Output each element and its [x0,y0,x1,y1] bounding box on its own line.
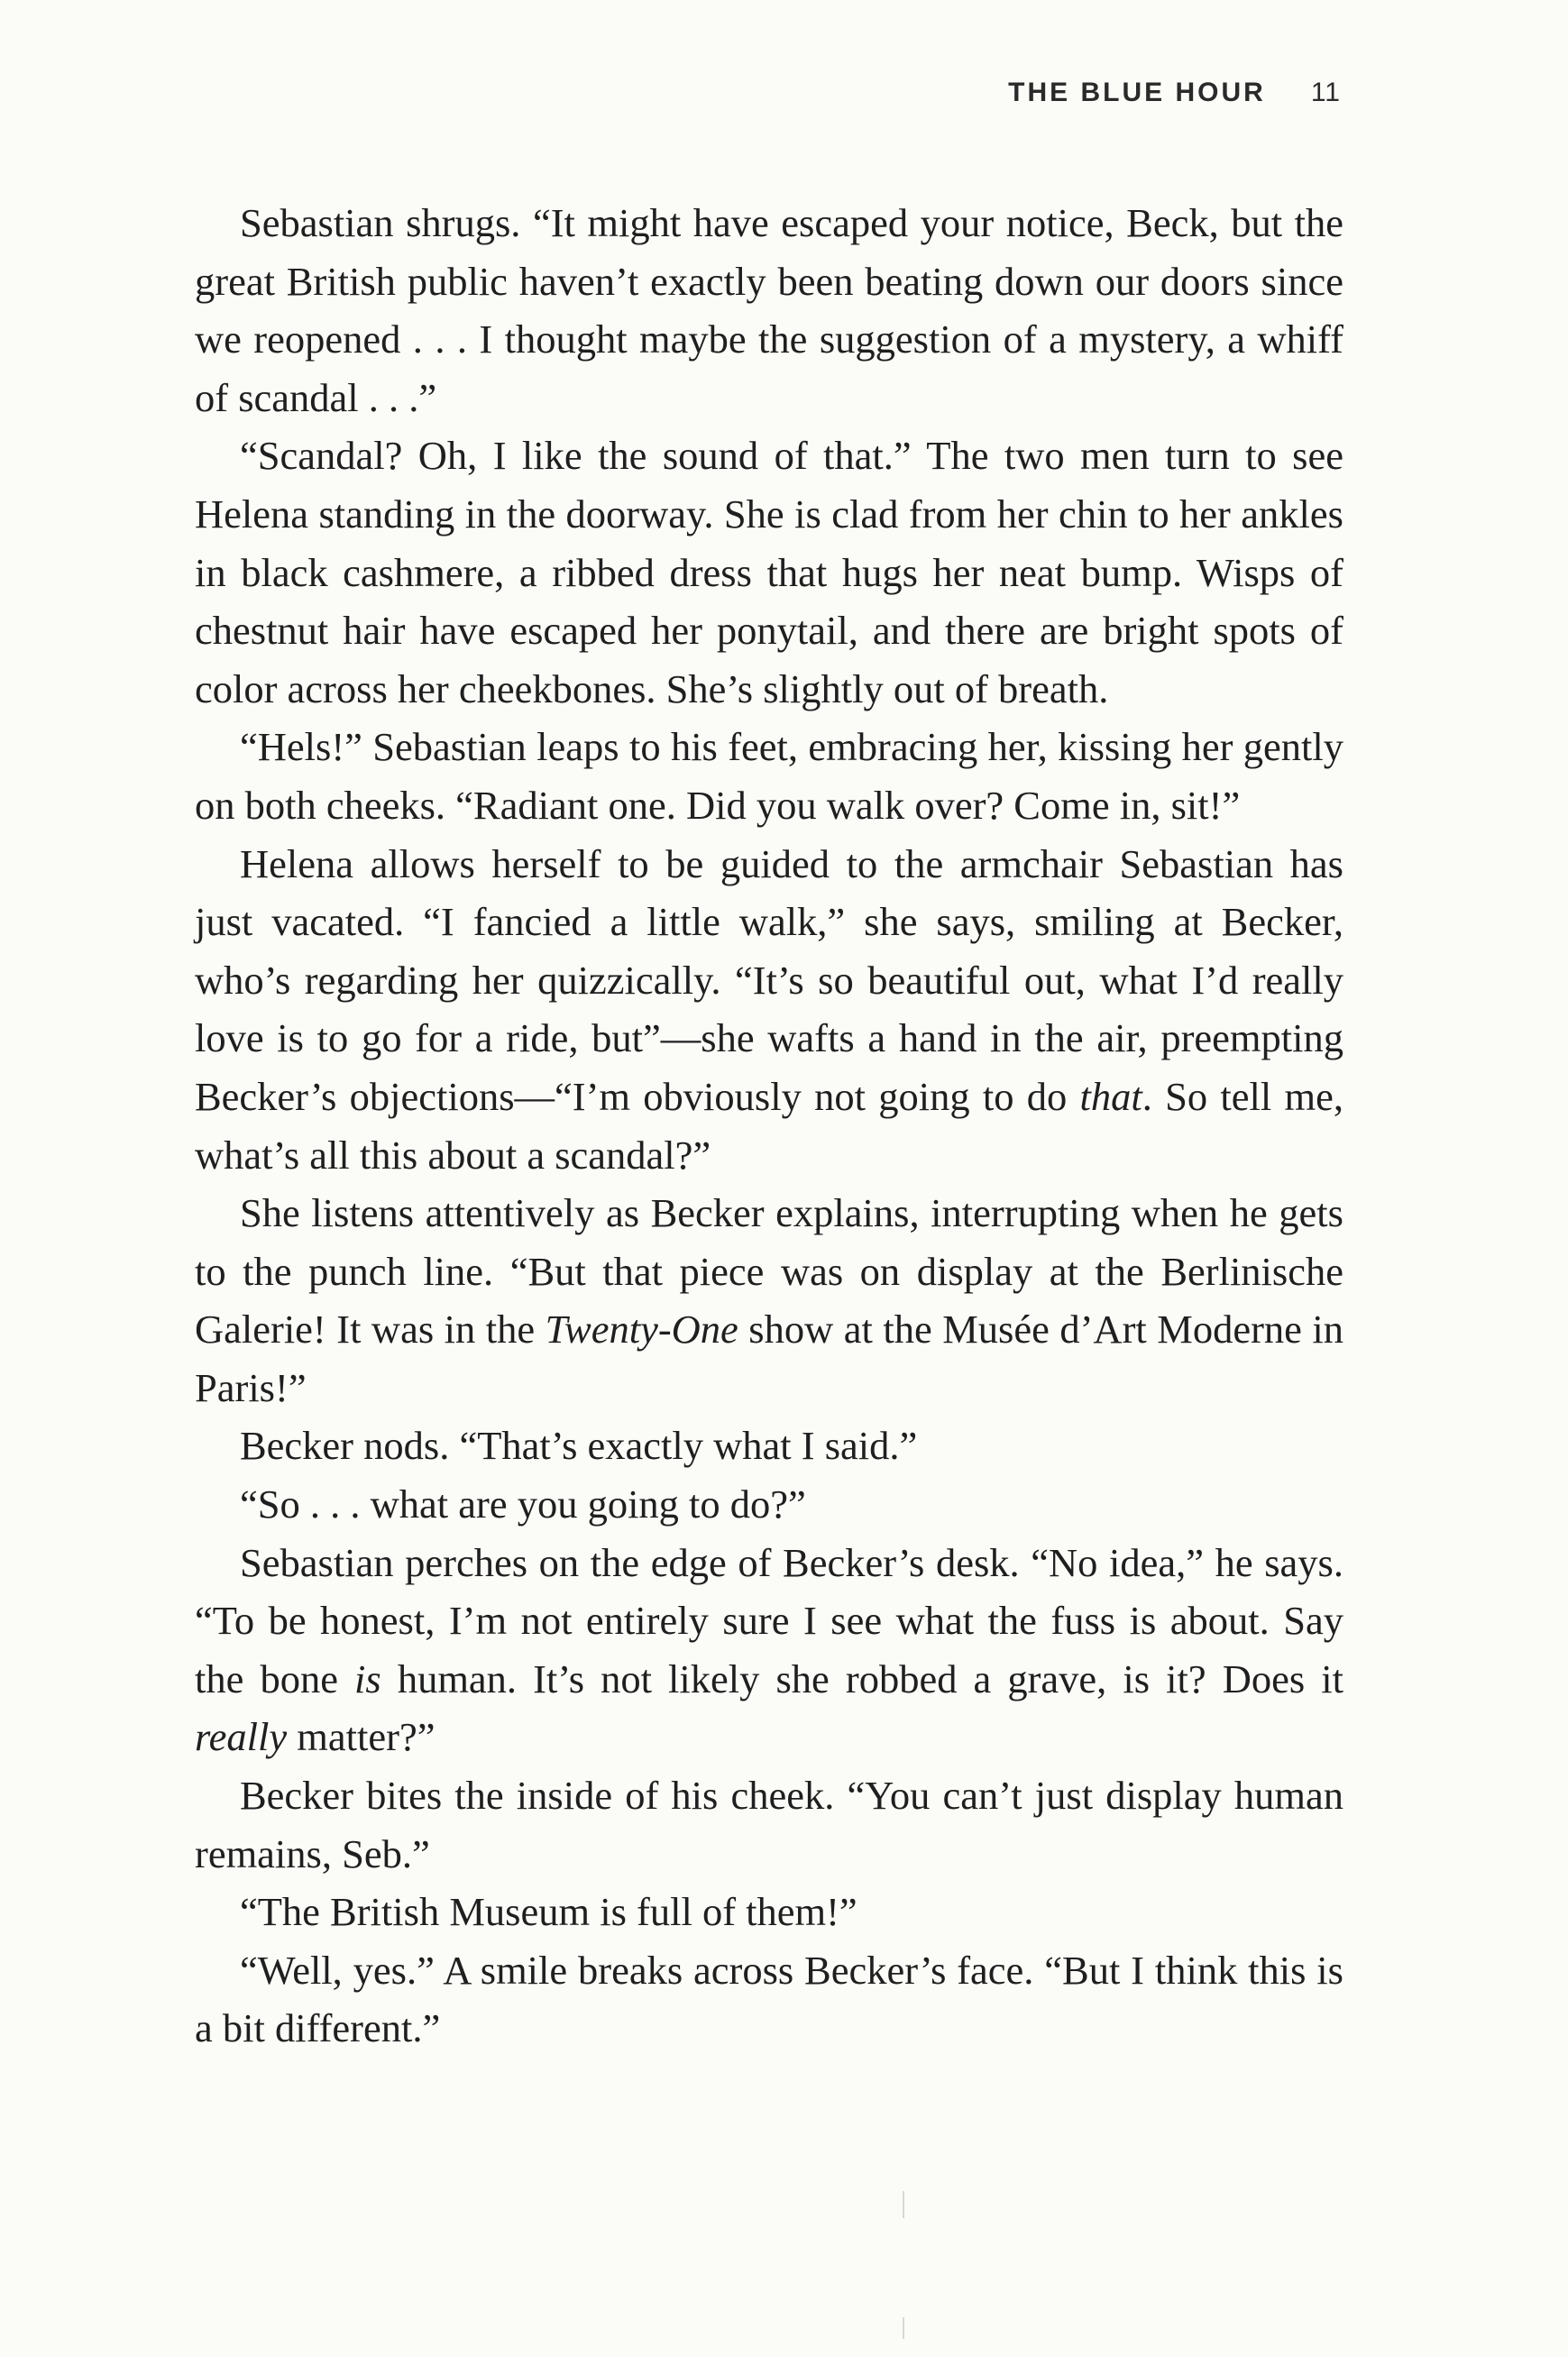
text-run: Helena allows herself to be guided to the armchair Sebastian has just vacated. “I fancied a little walk,” she says, smiling at Becker, who’s regarding her quizzically. “It’s so beautiful out, what I’d really love is to go for a ride, but”—she wafts a hand in the air, preempting Becker’s objections—“I’m obviously not going to do [195,840,1343,1119]
text-run: show at the Musée d’Art Moderne in Paris!” [195,1307,1343,1410]
book-title: THE BLUE HOUR [1008,78,1266,107]
scan-mark [903,2317,904,2339]
text-run: Sebastian shrugs. “It might have escaped your notice, Beck, but the great British public haven’t exactly been beating down our doors since we reopened . . . I thought maybe the suggestion of a mystery, a whiff of scandal . . .” [195,200,1343,420]
italic-text: that [1079,1073,1142,1119]
text-run: “Scandal? Oh, I like the sound of that.” The two men turn to see Helena standing in the doorway. She is clad from her chin to her ankles in black cashmere, a ribbed dress that hugs her neat bump. Wisps of chestnut hair have escaped her ponytail, and there are bright spots of color across her cheekbones. She’s slightly out of breath. [195,433,1343,711]
paragraph [195,426,1343,718]
italic-text: really [195,1714,288,1760]
paragraph [195,1184,1343,1417]
paragraph [195,1417,1343,1475]
paragraph [195,835,1343,1185]
paragraph [195,1883,1343,1941]
paragraph [195,1534,1343,1766]
paragraph [195,1475,1343,1534]
text-run: Sebastian perches on the edge of Becker’s desk. “No idea,” he says. “To be honest, I’m not entirely sure I see what the fuss is about. Say the bone [195,1539,1343,1701]
text-run: “So . . . what are you going to do?” [240,1481,806,1527]
paragraph [195,718,1343,834]
italic-text: is [354,1655,381,1701]
text-run: “Well, yes.” A smile breaks across Becker’s face. “But I think this is a bit different.” [195,1947,1343,2051]
text-run: matter?” [287,1714,436,1760]
page-number: 11 [1310,78,1341,107]
running-head [1008,78,1341,108]
paragraph [195,194,1343,426]
paragraph [195,1766,1343,1883]
text-run: She listens attentively as Becker explains, interrupting when he gets to the punch line. “But that piece was on display at the Berlinische Galerie! It was in the [195,1190,1343,1353]
text-run: human. It’s not likely she robbed a grave, is it? Does it [381,1655,1343,1701]
text-run: Becker nods. “That’s exactly what I said.” [240,1423,918,1469]
body-text [195,194,1343,2058]
text-run: “The British Museum is full of them!” [240,1889,857,1935]
paragraph [195,1941,1343,2058]
text-run: Becker bites the inside of his cheek. “You can’t just display human remains, Seb.” [195,1773,1343,1876]
text-run: . So tell me, what’s all this about a scandal?” [195,1073,1343,1178]
italic-text: Twenty-One [545,1307,738,1353]
scan-mark [903,2191,904,2218]
text-run: “Hels!” Sebastian leaps to his feet, embracing her, kissing her gently on both cheeks. “Radiant one. Did you walk over? Come in, sit!” [195,724,1343,828]
